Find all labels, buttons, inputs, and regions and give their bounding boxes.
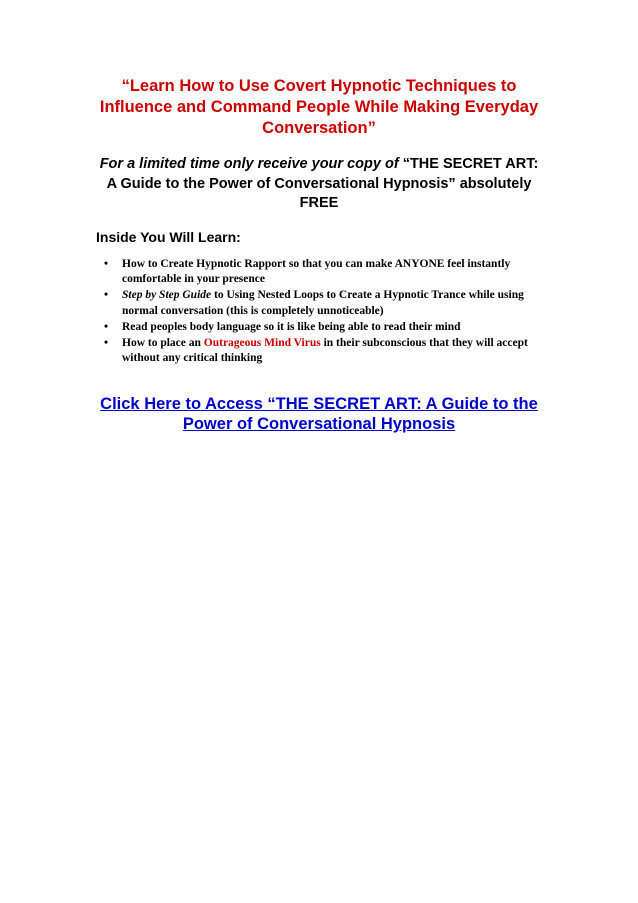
inside-heading: Inside You Will Learn: [96,229,241,245]
bullet-icon: • [104,337,109,350]
access-link[interactable]: Click Here to Access “THE SECRET ART: A Guide to the Power of Conversational Hypnosis [100,395,538,433]
list-item-text: to Using Nested Loops to Create a Hypnotic Trance while using normal conversation (this is completely unnoticeable) [122,289,524,317]
bullet-icon: • [104,258,109,270]
learn-list [100,257,540,367]
list-item-text: Read peoples body language so it is like being able to read their mind [122,320,461,333]
list-item [100,320,540,335]
bullet-icon: • [104,289,109,302]
list-item-highlight: Outrageous Mind Virus [203,337,321,350]
list-item-suffix: in their subconscious that they will accept without any critical thinking [122,337,528,365]
headline: “Learn How to Use Covert Hypnotic Techniques to Influence and Command People While Making Everyday Conversation” [99,77,539,137]
offer-title: “THE SECRET ART: A Guide to the Power of Conversational Hypnosis” absolutely FREE [106,156,539,211]
list-item-text: How to Create Hypnotic Rapport so that you can make ANYONE feel instantly comfortable in your presence [122,258,511,286]
list-item [100,336,540,366]
list-item-prefix: How to place an [122,337,204,350]
offer-text [96,155,542,214]
bullet-icon: • [104,320,109,333]
list-item [100,257,540,287]
list-item [100,288,540,318]
offer-intro: For a limited time only receive your copy of [99,156,403,172]
list-item-emphasis: Step by Step Guide [122,289,212,302]
